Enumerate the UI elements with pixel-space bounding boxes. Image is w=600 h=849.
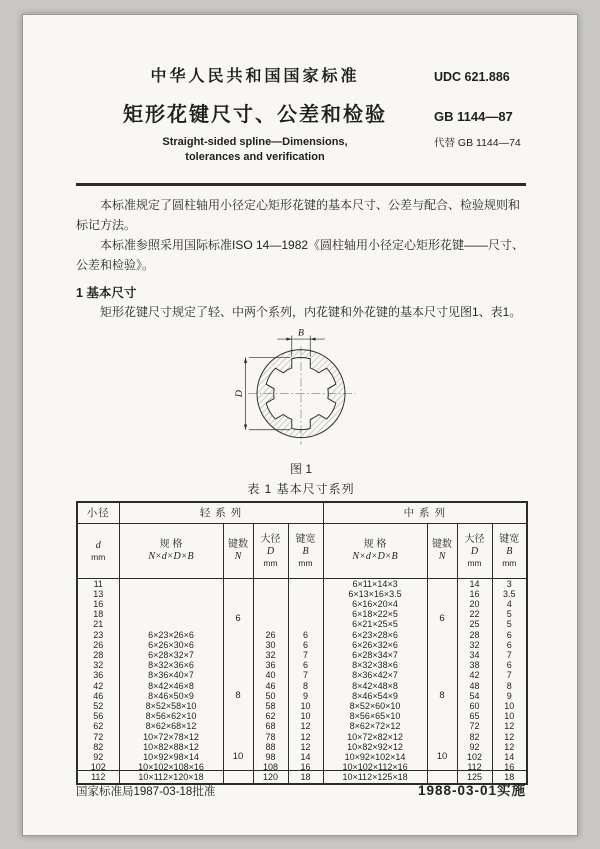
table-cell: 8×52×58×10 <box>119 701 223 711</box>
table-cell: 82 <box>457 732 492 742</box>
table-cell: 38 <box>457 660 492 670</box>
table-cell: 13 <box>77 589 119 599</box>
col-header-mid-spec: 规 格 N×d×D×B <box>323 523 427 578</box>
table-cell: 46 <box>77 691 119 701</box>
table-cell <box>253 609 288 619</box>
table-cell: 92 <box>457 742 492 752</box>
table-cell: 92 <box>77 752 119 762</box>
table-cell <box>119 589 223 599</box>
table-cell: 12 <box>492 721 527 731</box>
table-cell <box>288 589 323 599</box>
english-title <box>76 135 434 165</box>
table-cell: 12 <box>492 732 527 742</box>
figure-1-caption: 图 1 <box>289 461 312 476</box>
table-cell: 54 <box>457 691 492 701</box>
table-cell: 6×21×25×5 <box>323 619 427 629</box>
table-row <box>77 691 527 701</box>
table-cell: 16 <box>288 762 323 772</box>
table-cell: 21 <box>77 619 119 629</box>
table-cell: 32 <box>253 650 288 660</box>
table-cell: 62 <box>253 711 288 721</box>
col-header-light-series: 轻 系 列 <box>119 502 323 524</box>
table-cell: 18 <box>288 772 323 783</box>
table-cell: 12 <box>288 721 323 731</box>
col-header-mid-width: 键宽 B mm <box>492 523 527 578</box>
header-row-org <box>76 63 526 86</box>
table-cell: 16 <box>492 762 527 772</box>
table-cell: 82 <box>77 742 119 752</box>
standard-org-title: 中华人民共和国国家标准 <box>150 68 360 85</box>
table-cell: 112 <box>77 772 119 783</box>
table-cell: 10×72×78×12 <box>119 732 223 742</box>
table-cell: 6 <box>492 660 527 670</box>
table-header-row-1 <box>77 502 527 524</box>
table-cell: 8×56×65×10 <box>323 711 427 721</box>
table-cell: 6×16×20×4 <box>323 599 427 609</box>
table-cell: 10×112×125×18 <box>323 772 427 783</box>
table-row <box>77 650 527 660</box>
table-cell: 7 <box>492 670 527 680</box>
table-row <box>77 609 527 619</box>
table-cell: 8×32×36×6 <box>119 660 223 670</box>
table-row <box>77 619 527 629</box>
col-header-light-keys: 键数 N <box>223 523 253 578</box>
col-header-mid-series: 中 系 列 <box>323 502 527 524</box>
effective-date: 1988-03-01实施 <box>417 783 526 798</box>
standard-code: GB 1144—87 <box>434 109 513 124</box>
col-header-mid-keys: 键数 N <box>427 523 457 578</box>
table-cell: 36 <box>253 660 288 670</box>
table-row <box>77 599 527 609</box>
table-cell: 46 <box>253 681 288 691</box>
table-cell: 10×82×88×12 <box>119 742 223 752</box>
basic-dimensions-table <box>76 501 528 785</box>
table-row <box>77 732 527 742</box>
table-row <box>77 660 527 670</box>
table-cell: 10×112×120×18 <box>119 772 223 783</box>
header-divider <box>76 183 526 186</box>
english-title-line1: Straight-sided spline—Dimensions, <box>162 136 348 148</box>
table-cell <box>288 578 323 589</box>
table-cell: 3.5 <box>492 589 527 599</box>
table-cell: 9 <box>492 691 527 701</box>
table-cell: 10 <box>223 732 253 784</box>
table-body <box>77 578 527 784</box>
table-row <box>77 681 527 691</box>
table-cell: 26 <box>253 630 288 640</box>
table-cell: 6 <box>288 660 323 670</box>
table-cell: 62 <box>77 721 119 731</box>
table-cell: 78 <box>253 732 288 742</box>
intro-paragraph-1: 本标准规定了圆柱轴用小径定心矩形花键的基本尺寸、公差与配合、检验规则和标记方法。 <box>76 197 521 232</box>
col-header-d: d mm <box>77 523 119 578</box>
table-cell: 8×62×72×12 <box>323 721 427 731</box>
table-cell <box>253 619 288 629</box>
table-cell: 56 <box>77 711 119 721</box>
table-cell: 8×52×60×10 <box>323 701 427 711</box>
table-cell: 20 <box>457 599 492 609</box>
table-cell: 26 <box>77 640 119 650</box>
table-cell: 32 <box>457 640 492 650</box>
intro-paragraph-2: 本标准参照采用国际标准ISO 14—1982《圆柱轴用小径定心矩形花键——尺寸、公差和检验》。 <box>76 237 525 272</box>
table-cell <box>119 578 223 589</box>
col-header-mid-major: 大径 D mm <box>457 523 492 578</box>
table-cell: 8×46×50×9 <box>119 691 223 701</box>
table-cell: 42 <box>457 670 492 680</box>
table-cell: 10 <box>427 732 457 784</box>
table-header-row-2 <box>77 523 527 578</box>
table-cell: 8×42×46×8 <box>119 681 223 691</box>
table-cell: 8 <box>288 681 323 691</box>
col-header-light-spec: 规 格 N×d×D×B <box>119 523 223 578</box>
table-cell: 7 <box>288 670 323 680</box>
table-row <box>77 711 527 721</box>
table-row <box>77 630 527 640</box>
table-cell: 8×32×38×6 <box>323 660 427 670</box>
table-cell: 8×46×54×9 <box>323 691 427 701</box>
table-cell: 42 <box>77 681 119 691</box>
section-1-heading: 1 基本尺寸 <box>76 285 137 300</box>
table-cell: 23 <box>77 630 119 640</box>
table-cell: 8×42×48×8 <box>323 681 427 691</box>
table-cell: 11 <box>77 578 119 589</box>
table-cell <box>253 578 288 589</box>
table-row <box>77 589 527 599</box>
approval-note: 国家标准局1987-03-18批准 <box>76 786 216 798</box>
udc-number: UDC 621.886 <box>434 70 510 84</box>
table-cell: 6 <box>288 630 323 640</box>
table-cell: 12 <box>288 732 323 742</box>
table-cell: 32 <box>77 660 119 670</box>
table-cell: 3 <box>492 578 527 589</box>
table-cell: 10 <box>492 701 527 711</box>
col-header-light-major: 大径 D mm <box>253 523 288 578</box>
table-cell: 8 <box>492 681 527 691</box>
table-cell: 10×102×108×16 <box>119 762 223 772</box>
table-cell: 125 <box>457 772 492 783</box>
table-cell: 65 <box>457 711 492 721</box>
table-cell: 6 <box>492 630 527 640</box>
table-cell: 12 <box>492 742 527 752</box>
table-cell: 28 <box>457 630 492 640</box>
table-cell: 72 <box>457 721 492 731</box>
table-cell: 10×92×102×14 <box>323 752 427 762</box>
table-cell: 16 <box>457 589 492 599</box>
table-cell: 40 <box>253 670 288 680</box>
table-cell: 4 <box>492 599 527 609</box>
table-cell: 72 <box>77 732 119 742</box>
table-cell: 18 <box>492 772 527 783</box>
table-cell: 6 <box>288 640 323 650</box>
table-cell <box>253 599 288 609</box>
table-cell: 10×92×98×14 <box>119 752 223 762</box>
table-cell: 10×82×92×12 <box>323 742 427 752</box>
table-cell <box>119 599 223 609</box>
table-cell: 58 <box>253 701 288 711</box>
table-cell: 48 <box>457 681 492 691</box>
table-cell: 9 <box>288 691 323 701</box>
table-row <box>77 701 527 711</box>
table-cell: 6 <box>427 578 457 660</box>
table-cell: 102 <box>457 752 492 762</box>
table-cell: 8×36×40×7 <box>119 670 223 680</box>
table-cell: 6×26×32×6 <box>323 640 427 650</box>
table-cell <box>288 599 323 609</box>
table-cell: 8×36×42×7 <box>323 670 427 680</box>
document-page <box>22 14 578 836</box>
table-cell: 22 <box>457 609 492 619</box>
dim-b-label: B <box>298 327 304 339</box>
col-header-minor-dia: 小径 <box>77 502 119 524</box>
table-cell: 18 <box>77 609 119 619</box>
table-cell: 25 <box>457 619 492 629</box>
header-row-title <box>76 98 526 127</box>
table-cell: 10×102×112×16 <box>323 762 427 772</box>
table-row <box>77 721 527 731</box>
table-cell: 6×11×14×3 <box>323 578 427 589</box>
table-cell: 6×28×32×7 <box>119 650 223 660</box>
table-cell: 34 <box>457 650 492 660</box>
table-cell: 14 <box>288 752 323 762</box>
table-cell: 8 <box>223 660 253 731</box>
table-cell: 6×18×22×5 <box>323 609 427 619</box>
table-cell: 5 <box>492 619 527 629</box>
col-header-light-width: 键宽 B mm <box>288 523 323 578</box>
table-cell: 98 <box>253 752 288 762</box>
table-cell <box>119 609 223 619</box>
table-cell: 120 <box>253 772 288 783</box>
table-cell: 14 <box>457 578 492 589</box>
table-cell: 8×56×62×10 <box>119 711 223 721</box>
table-cell: 6×26×30×6 <box>119 640 223 650</box>
english-title-line2: tolerances and verification <box>185 151 325 163</box>
table-cell <box>253 589 288 599</box>
table-cell: 7 <box>492 650 527 660</box>
table-cell: 52 <box>77 701 119 711</box>
table-cell <box>288 609 323 619</box>
table-cell <box>119 619 223 629</box>
table-cell: 6×28×34×7 <box>323 650 427 660</box>
table-cell: 10 <box>492 711 527 721</box>
table-row <box>77 742 527 752</box>
table-cell: 102 <box>77 762 119 772</box>
dim-d-label: D <box>234 389 246 397</box>
table-row <box>77 578 527 589</box>
table-cell: 50 <box>253 691 288 701</box>
table-cell: 10 <box>288 711 323 721</box>
table-cell: 6 <box>492 640 527 650</box>
figure-1 <box>76 325 526 477</box>
document-title: 矩形花键尺寸、公差和检验 <box>123 104 387 126</box>
table-cell: 6 <box>223 578 253 660</box>
table-1-caption: 表 1 基本尺寸系列 <box>247 481 355 496</box>
table-row <box>77 640 527 650</box>
table-cell <box>288 619 323 629</box>
table-cell: 16 <box>77 599 119 609</box>
table-row <box>77 752 527 762</box>
table-row <box>77 670 527 680</box>
table-cell: 5 <box>492 609 527 619</box>
table-cell: 12 <box>288 742 323 752</box>
section-1-body: 矩形花键尺寸规定了轻、中两个系列，内花键和外花键的基本尺寸见图1、表1。 <box>100 304 522 319</box>
table-cell: 28 <box>77 650 119 660</box>
table-cell: 36 <box>77 670 119 680</box>
table-cell: 88 <box>253 742 288 752</box>
table-cell: 14 <box>492 752 527 762</box>
table-cell: 30 <box>253 640 288 650</box>
table-cell: 7 <box>288 650 323 660</box>
table-cell: 68 <box>253 721 288 731</box>
table-cell: 6×23×28×6 <box>323 630 427 640</box>
table-cell: 6×23×26×6 <box>119 630 223 640</box>
table-cell: 6×13×16×3.5 <box>323 589 427 599</box>
table-cell: 10 <box>288 701 323 711</box>
table-cell: 112 <box>457 762 492 772</box>
footer <box>76 770 526 799</box>
replaces-note: 代替 GB 1144—74 <box>434 137 521 149</box>
table-cell: 8 <box>427 660 457 731</box>
table-cell: 60 <box>457 701 492 711</box>
spline-cross-section-diagram <box>213 325 389 457</box>
table-cell: 10×72×82×12 <box>323 732 427 742</box>
table-cell: 8×62×68×12 <box>119 721 223 731</box>
table-cell: 108 <box>253 762 288 772</box>
header-row-english <box>76 135 526 165</box>
